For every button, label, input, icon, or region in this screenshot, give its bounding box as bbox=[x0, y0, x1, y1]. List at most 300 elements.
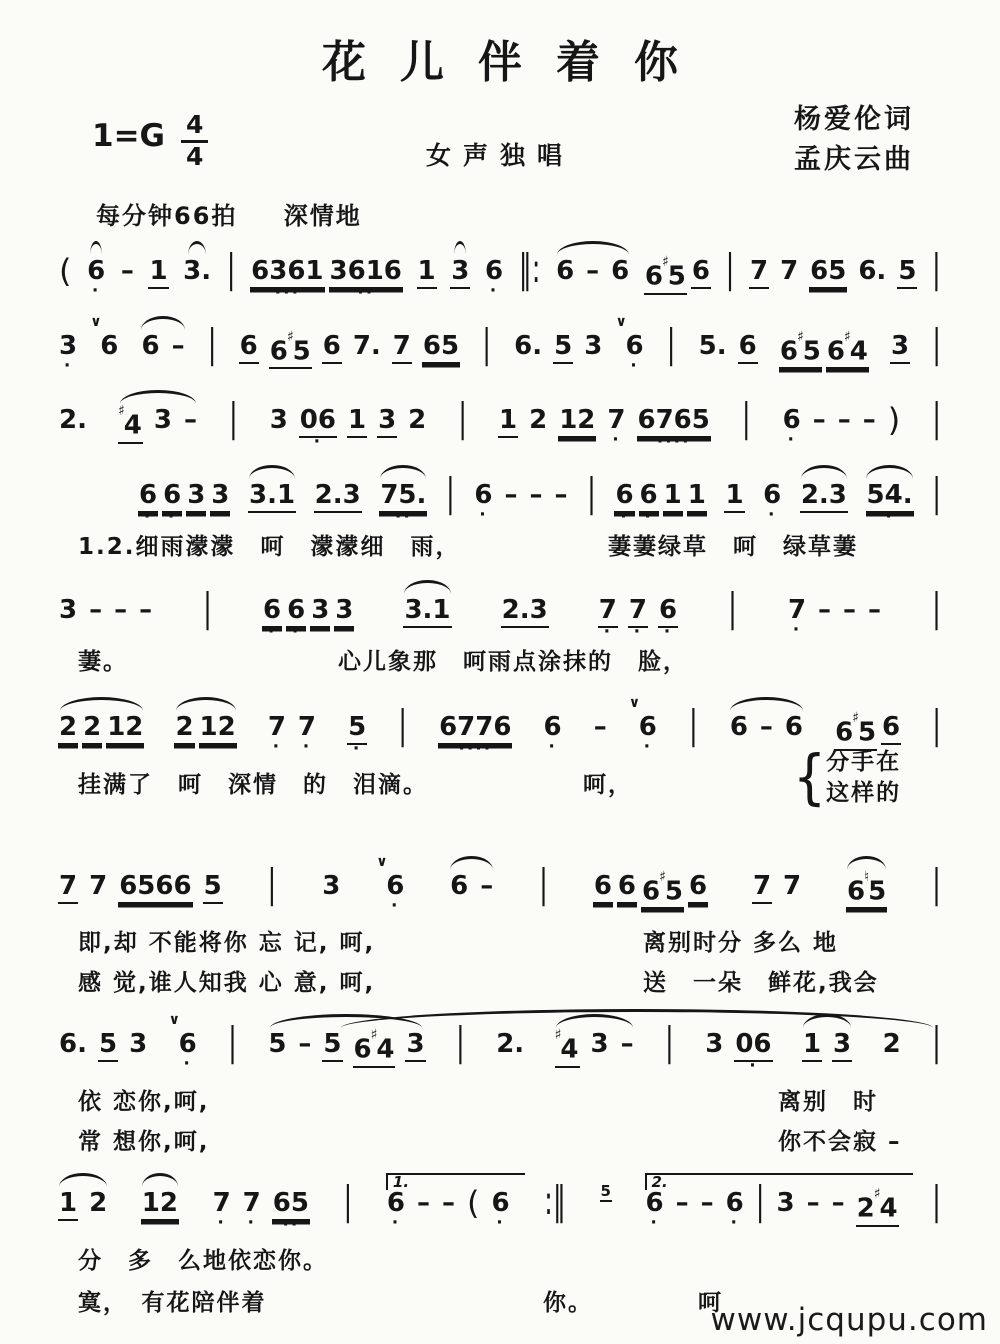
note-group bbox=[664, 1012, 675, 1072]
note-unit bbox=[809, 256, 847, 301]
page-title: 花儿伴着你 bbox=[322, 37, 712, 88]
note-unit bbox=[407, 405, 427, 448]
note-unit bbox=[543, 1179, 567, 1231]
note-unit bbox=[782, 871, 802, 914]
ending-label: 2. bbox=[651, 1172, 668, 1191]
note-group bbox=[250, 239, 403, 301]
note-unit bbox=[86, 256, 106, 299]
note-unit bbox=[171, 331, 186, 374]
lyrics-segment: 即,却 不能将你 忘 记, 呵, bbox=[78, 930, 376, 957]
token-row bbox=[593, 868, 708, 922]
token-row bbox=[269, 405, 428, 453]
note-unit bbox=[857, 256, 887, 299]
mark-zone bbox=[724, 463, 744, 480]
lyrics-line bbox=[58, 640, 942, 688]
note-group bbox=[403, 578, 451, 640]
note-unit bbox=[120, 256, 135, 299]
token-row bbox=[262, 595, 354, 640]
note: 5 bbox=[897, 256, 917, 289]
note-unit bbox=[397, 703, 408, 755]
note-unit bbox=[501, 595, 549, 640]
note: 3 bbox=[129, 1029, 148, 1060]
barline: | bbox=[932, 1179, 941, 1225]
mark-zone bbox=[148, 239, 168, 256]
note-group bbox=[138, 463, 230, 525]
mark-zone bbox=[752, 854, 802, 871]
mark-zone bbox=[749, 239, 917, 256]
note-group bbox=[586, 463, 597, 523]
note: 1 bbox=[148, 256, 168, 289]
slur-arc bbox=[176, 697, 236, 711]
note-group bbox=[846, 854, 887, 922]
note-group bbox=[698, 314, 758, 376]
watermark: www.jcqupu.com bbox=[710, 1302, 988, 1338]
note: 6 bbox=[386, 1187, 405, 1218]
token-row bbox=[931, 1179, 942, 1231]
lyrics-segment: 离别 时 bbox=[778, 1088, 878, 1115]
note: 6 bbox=[625, 330, 644, 361]
note: – bbox=[831, 1187, 845, 1218]
slur-arc bbox=[557, 241, 629, 255]
token-row bbox=[386, 1183, 511, 1233]
note: 3. bbox=[183, 256, 212, 286]
note: – bbox=[843, 594, 857, 625]
note: 3 bbox=[890, 331, 910, 364]
note-unit bbox=[779, 256, 799, 299]
music-line bbox=[58, 239, 942, 307]
note: 5 bbox=[98, 1029, 118, 1062]
note-unit bbox=[347, 405, 367, 450]
slur-arc bbox=[59, 1173, 107, 1187]
accidental-icon: ♯ bbox=[852, 709, 859, 726]
note: 7 bbox=[607, 405, 626, 436]
note-unit bbox=[479, 871, 494, 914]
note: 3 bbox=[322, 870, 341, 901]
note: 3 bbox=[832, 1029, 852, 1062]
token-row bbox=[931, 322, 942, 374]
note-unit bbox=[555, 256, 575, 299]
token-row bbox=[779, 328, 869, 382]
note: 7 bbox=[242, 1187, 261, 1218]
note-unit bbox=[931, 862, 942, 914]
note-group bbox=[314, 463, 362, 525]
note-unit bbox=[58, 1029, 88, 1072]
note-group bbox=[800, 463, 848, 525]
note-group bbox=[457, 388, 468, 448]
token-row bbox=[931, 586, 942, 638]
token-row bbox=[473, 480, 568, 523]
mark-zone bbox=[386, 1171, 511, 1191]
token-row bbox=[593, 712, 608, 755]
octave-dots: · bbox=[247, 1212, 256, 1233]
mark-zone bbox=[58, 695, 144, 712]
note-group bbox=[645, 1171, 899, 1239]
token-row bbox=[782, 401, 902, 451]
note-unit bbox=[583, 331, 603, 374]
token-row bbox=[931, 1020, 942, 1072]
mark-zone bbox=[484, 239, 504, 256]
note-group bbox=[704, 1012, 772, 1077]
note-unit bbox=[322, 331, 342, 376]
note-unit bbox=[58, 871, 78, 916]
mark-zone bbox=[267, 695, 317, 712]
note: 6 bbox=[484, 256, 504, 286]
note-unit bbox=[691, 256, 711, 301]
note-unit bbox=[88, 1188, 108, 1231]
octave-dots: · bbox=[479, 504, 488, 525]
note-group bbox=[614, 463, 706, 525]
note-group bbox=[513, 314, 603, 376]
mark-zone bbox=[379, 463, 427, 480]
token-row bbox=[207, 322, 218, 374]
note: 6♯5 bbox=[644, 256, 687, 295]
note: 6 bbox=[881, 712, 901, 745]
note: – bbox=[759, 711, 773, 742]
note-unit bbox=[817, 595, 832, 638]
note: ( bbox=[59, 252, 72, 290]
music-line bbox=[58, 854, 942, 922]
lyrics-segment: 你不会寂 – bbox=[778, 1128, 902, 1155]
note-unit bbox=[58, 712, 78, 757]
mark-zone bbox=[250, 239, 403, 256]
note: 6 bbox=[725, 1187, 744, 1218]
note-group bbox=[931, 578, 942, 638]
octave-dots: · bbox=[730, 1212, 739, 1233]
octave-dots: · bbox=[548, 736, 557, 757]
note-unit bbox=[239, 331, 259, 376]
composer: 孟庆云曲 bbox=[794, 144, 914, 175]
note-unit bbox=[704, 1029, 724, 1072]
token-row bbox=[449, 871, 494, 914]
accidental-icon: ♯ bbox=[796, 328, 804, 345]
note: 7 bbox=[749, 256, 769, 289]
token-row bbox=[762, 480, 782, 523]
note-group bbox=[58, 695, 144, 757]
token-row bbox=[58, 595, 153, 638]
mark-zone bbox=[141, 1171, 179, 1188]
mark-zone bbox=[118, 388, 198, 405]
note: 1 bbox=[498, 405, 518, 438]
barline: | bbox=[226, 247, 236, 293]
slur-arc bbox=[556, 1014, 633, 1028]
barline: | bbox=[456, 1020, 465, 1066]
token-row bbox=[226, 247, 237, 299]
time-signature-numerator: 4 bbox=[181, 112, 208, 143]
mark-zone bbox=[787, 578, 882, 595]
note: 7 bbox=[212, 1187, 231, 1218]
music-line bbox=[58, 578, 942, 640]
note: – bbox=[183, 405, 197, 436]
barline: | bbox=[665, 1020, 674, 1066]
barline: | bbox=[688, 703, 698, 749]
note: 2♯4 bbox=[856, 1188, 899, 1227]
note-unit bbox=[782, 405, 802, 451]
note-unit bbox=[186, 480, 206, 525]
note-group bbox=[762, 463, 782, 523]
note-group bbox=[931, 463, 942, 523]
note-unit bbox=[457, 396, 468, 448]
note: – bbox=[120, 256, 134, 286]
note-unit bbox=[553, 480, 568, 523]
note-unit bbox=[498, 405, 518, 450]
token-row bbox=[645, 1179, 899, 1239]
token-row bbox=[438, 712, 512, 757]
note-unit bbox=[417, 256, 437, 301]
lyrics-segment: 依 恋你,呵, bbox=[78, 1088, 210, 1115]
note: 12 bbox=[141, 1188, 179, 1221]
note-unit bbox=[210, 480, 230, 525]
note-group bbox=[202, 578, 213, 638]
token-row bbox=[800, 480, 848, 525]
lyrics-line bbox=[58, 921, 942, 961]
note-group bbox=[397, 695, 408, 755]
octave-dots: · bbox=[272, 736, 282, 757]
note: 6 bbox=[386, 870, 405, 901]
octave-dots: · bbox=[496, 1212, 505, 1233]
note-unit bbox=[162, 480, 182, 525]
token-row bbox=[688, 703, 699, 755]
note-unit bbox=[593, 712, 608, 755]
note-unit bbox=[297, 1029, 312, 1072]
note: 2 bbox=[408, 405, 427, 436]
note-unit bbox=[700, 1188, 715, 1231]
mark-zone bbox=[729, 695, 804, 712]
note: ♯4 bbox=[118, 405, 143, 444]
note: 2 bbox=[174, 712, 194, 745]
note: 7 bbox=[598, 595, 618, 628]
note-group bbox=[782, 388, 902, 451]
octave-dots: · bbox=[91, 281, 101, 301]
note: 6 bbox=[611, 256, 630, 286]
barline: | bbox=[203, 586, 212, 632]
note-group bbox=[727, 578, 738, 638]
note-unit bbox=[321, 871, 341, 914]
note: 2 bbox=[82, 712, 102, 745]
octave-dots: · bbox=[792, 619, 802, 640]
octave-dots: · bbox=[352, 738, 362, 759]
note-unit bbox=[329, 256, 403, 301]
breath-mark: ∨ bbox=[615, 313, 627, 330]
octave-dots: · bbox=[217, 1212, 226, 1233]
note-unit bbox=[890, 331, 910, 376]
note: 6 bbox=[617, 871, 637, 904]
note-group bbox=[931, 388, 942, 448]
note: 5 bbox=[553, 331, 573, 364]
octave-dots: · bbox=[749, 1056, 758, 1077]
note: 6♯4 bbox=[826, 331, 869, 370]
expression: 深情地 bbox=[283, 202, 362, 230]
token-row bbox=[586, 471, 597, 523]
note-unit bbox=[826, 328, 869, 382]
note: 2.3 bbox=[314, 480, 362, 513]
mark-zone bbox=[513, 314, 603, 331]
token-row bbox=[379, 480, 427, 525]
lyrics-segment: 呵， bbox=[583, 771, 633, 798]
note: 6 bbox=[593, 871, 613, 904]
token-row bbox=[664, 1020, 675, 1072]
mark-zone bbox=[141, 314, 186, 331]
note-unit bbox=[931, 586, 942, 638]
note-unit bbox=[887, 401, 901, 448]
note-unit bbox=[438, 712, 512, 757]
note-unit bbox=[897, 256, 917, 301]
note: 1 bbox=[58, 1188, 78, 1221]
note: 1 bbox=[724, 480, 744, 513]
note: 7 bbox=[297, 711, 316, 742]
note-group bbox=[445, 463, 456, 523]
note: 6 bbox=[729, 711, 748, 742]
note: 3.1 bbox=[403, 595, 451, 628]
token-row bbox=[498, 405, 711, 453]
note-unit bbox=[202, 586, 213, 638]
token-row bbox=[931, 471, 942, 523]
note: 1 bbox=[347, 405, 367, 438]
note: 3 bbox=[590, 1029, 609, 1060]
note: 7 bbox=[58, 871, 78, 904]
note-group bbox=[347, 695, 367, 757]
note: 2. bbox=[496, 1029, 525, 1060]
note-unit bbox=[267, 862, 278, 914]
token-row bbox=[931, 396, 942, 448]
note-unit bbox=[445, 471, 456, 523]
note-unit bbox=[118, 405, 143, 456]
token-row bbox=[450, 256, 470, 301]
note-group bbox=[724, 463, 744, 525]
note: 2.3 bbox=[800, 480, 848, 513]
note-unit bbox=[153, 405, 173, 448]
note: 6 bbox=[763, 479, 782, 510]
note-group bbox=[802, 1012, 852, 1074]
note-group bbox=[555, 239, 630, 299]
note: – bbox=[441, 1187, 455, 1218]
barline: | bbox=[932, 862, 941, 908]
token-row bbox=[931, 247, 942, 299]
note-unit bbox=[931, 703, 942, 755]
note-unit bbox=[741, 396, 752, 448]
mark-zone bbox=[779, 314, 869, 331]
note-unit bbox=[776, 1188, 796, 1231]
slur-arc bbox=[120, 390, 197, 404]
token-row bbox=[58, 712, 144, 757]
lyrics-line bbox=[58, 961, 942, 1005]
note: 6 bbox=[87, 256, 106, 286]
token-row bbox=[397, 703, 408, 755]
note: 1 bbox=[687, 480, 707, 513]
note-unit bbox=[528, 480, 543, 523]
note-unit bbox=[725, 247, 736, 299]
note: 7 bbox=[89, 870, 108, 901]
lyrics-segment: 呵 bbox=[698, 1289, 723, 1316]
token-row bbox=[866, 480, 914, 525]
note-unit bbox=[455, 1020, 466, 1072]
note-unit bbox=[882, 1029, 902, 1072]
note-unit bbox=[416, 1188, 431, 1231]
note-unit bbox=[58, 252, 72, 299]
barline: | bbox=[932, 1020, 941, 1066]
mark-zone bbox=[262, 578, 354, 595]
breath-mark: ∨ bbox=[376, 853, 388, 870]
octave-dots: · bbox=[183, 1054, 192, 1075]
lyrics-segment: 萋。 bbox=[78, 648, 128, 675]
note: – bbox=[171, 330, 185, 361]
octave-dots: · bbox=[612, 430, 621, 451]
note-unit bbox=[148, 256, 168, 301]
note-unit bbox=[518, 247, 542, 299]
note: 12 bbox=[106, 712, 144, 745]
note-group bbox=[450, 239, 470, 301]
lyrics-segment: 分 多 么地依恋你。 bbox=[78, 1247, 328, 1274]
octave-dots: · bbox=[313, 432, 323, 453]
token-row bbox=[58, 871, 223, 916]
mark-zone bbox=[593, 854, 708, 871]
note: – bbox=[700, 1187, 714, 1218]
barline: | bbox=[666, 322, 676, 368]
note: 6 bbox=[491, 1187, 510, 1218]
note: 06 bbox=[299, 405, 337, 438]
note-unit bbox=[688, 703, 699, 755]
note-unit bbox=[118, 871, 192, 916]
token-row bbox=[741, 396, 752, 448]
note-group bbox=[598, 578, 678, 640]
note: 3 bbox=[334, 595, 354, 628]
note-group bbox=[321, 854, 341, 914]
token-row bbox=[727, 586, 738, 638]
mark-zone bbox=[267, 1012, 425, 1029]
note-unit bbox=[658, 595, 678, 640]
octave-dots: · bbox=[167, 506, 177, 527]
accidental-icon: ♯ bbox=[370, 1027, 378, 1044]
token-row bbox=[538, 862, 549, 914]
note-unit bbox=[473, 480, 493, 523]
note-group bbox=[600, 1171, 612, 1219]
note: 06 bbox=[734, 1029, 772, 1062]
token-row bbox=[250, 256, 403, 301]
octave-dots: · bbox=[767, 504, 777, 525]
note-unit bbox=[441, 1188, 456, 1231]
token-row bbox=[403, 595, 451, 640]
note: 7 bbox=[787, 594, 807, 625]
note-unit bbox=[727, 586, 738, 638]
note: 6 bbox=[100, 330, 119, 361]
mark-zone bbox=[58, 578, 153, 595]
note-unit bbox=[931, 1179, 942, 1231]
note-group bbox=[518, 239, 542, 299]
note-group bbox=[495, 1012, 525, 1072]
note: 7 bbox=[628, 595, 648, 628]
slur-arc bbox=[847, 856, 887, 870]
note-unit bbox=[644, 256, 687, 307]
note: 65 bbox=[422, 331, 460, 364]
note-unit bbox=[503, 480, 518, 523]
note-unit bbox=[178, 1029, 198, 1075]
token-row bbox=[501, 595, 549, 640]
note-group bbox=[593, 854, 708, 922]
token-row bbox=[644, 256, 711, 307]
token-row bbox=[58, 1029, 148, 1074]
note-unit bbox=[846, 868, 887, 922]
barline: | bbox=[482, 322, 491, 368]
note-unit bbox=[422, 331, 460, 376]
octave-dots: ·· bbox=[357, 283, 375, 303]
note-unit bbox=[58, 595, 78, 638]
token-row bbox=[445, 471, 456, 523]
note-group bbox=[58, 1171, 108, 1233]
breath-mark: ∨ bbox=[90, 313, 102, 330]
lyrics-segment: 挂满了 呵 深情 的 泪滴。 bbox=[78, 771, 428, 798]
lyrics-line bbox=[58, 1080, 942, 1120]
note-unit bbox=[862, 405, 877, 448]
note: 3616 bbox=[329, 256, 403, 289]
